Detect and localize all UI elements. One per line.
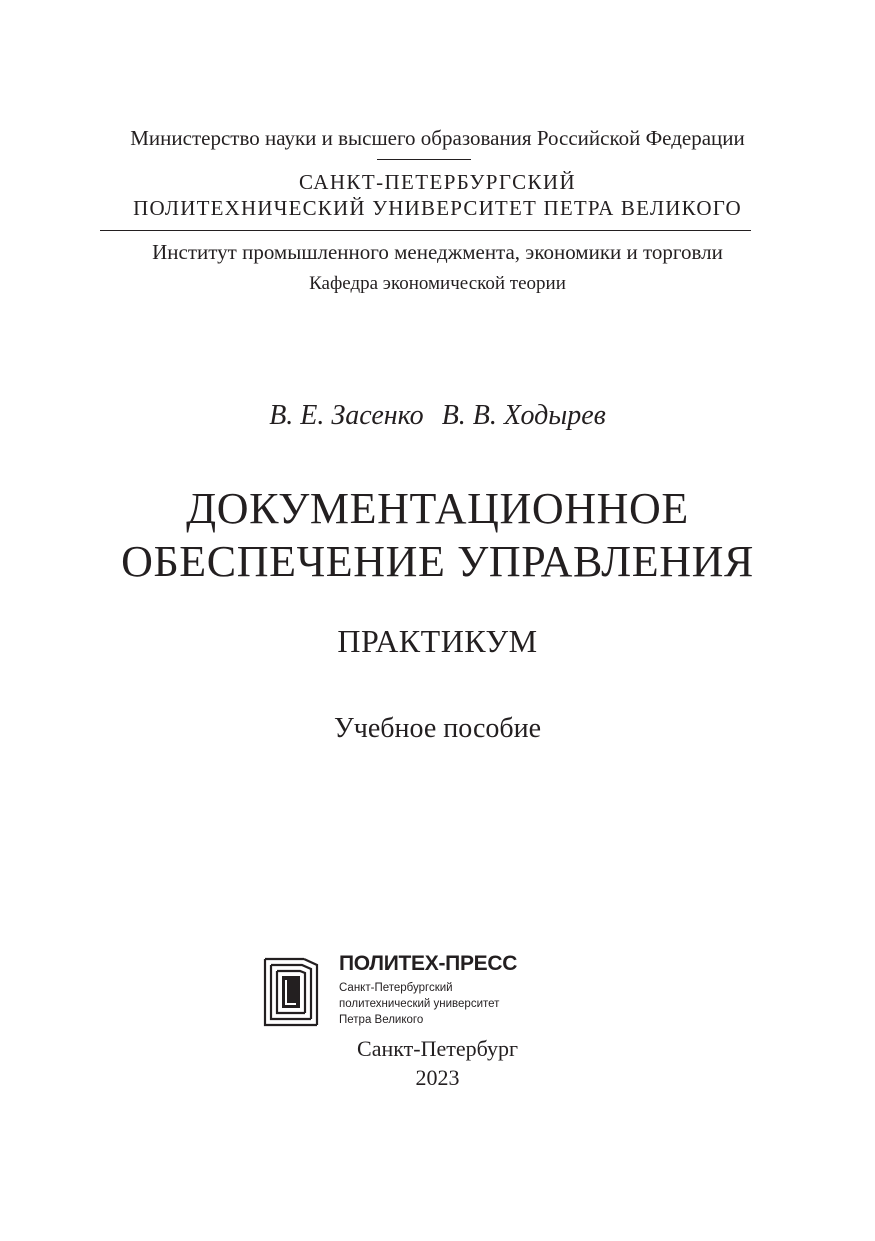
book-subtitle: ПРАКТИКУМ [337, 623, 538, 659]
author-name: В. Е. Засенко [269, 400, 424, 431]
ministry-name: Министерство науки и высшего образования Российской Федерации [130, 126, 745, 150]
book-title-line-1: ДОКУМЕНТАЦИОННОЕ [186, 484, 689, 533]
institute-name: Институт промышленного менеджмента, экономики и торговли [152, 240, 723, 264]
imprint-city: Санкт-Петербург [357, 1036, 518, 1061]
university-name-line-2: ПОЛИТЕХНИЧЕСКИЙ УНИВЕРСИТЕТ ПЕТРА ВЕЛИКОГО [133, 196, 742, 220]
authors [0, 400, 875, 432]
book-door-icon [262, 956, 320, 1028]
publisher-block [262, 954, 562, 1034]
imprint-year: 2023 [415, 1065, 460, 1090]
publisher-description-line: Санкт-Петербургский [339, 982, 453, 994]
book-title-line-2: ОБЕСПЕЧЕНИЕ УПРАВЛЕНИЯ [121, 537, 754, 586]
edition-type: Учебное пособие [333, 713, 542, 744]
publisher-description-line: Петра Великого [339, 1014, 424, 1026]
divider-long [100, 230, 751, 231]
university-name-line-1: САНКТ-ПЕТЕРБУРГСКИЙ [298, 170, 577, 194]
author-name: В. В. Ходырев [441, 400, 606, 431]
publisher-description-line: политехнический университет [339, 998, 500, 1010]
divider-short [377, 159, 471, 160]
publisher-name: ПОЛИТЕХ-ПРЕСС [339, 952, 518, 975]
department-name: Кафедра экономической теории [309, 273, 566, 294]
